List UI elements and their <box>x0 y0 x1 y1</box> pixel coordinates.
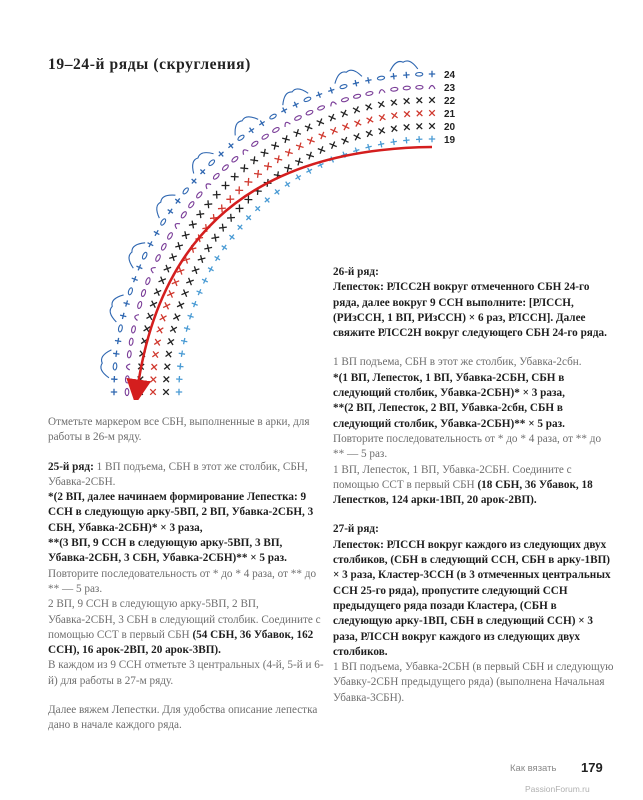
stitch-symbol <box>161 243 168 251</box>
row-26-repeat-note: Повторите последовательность от * до * 4 раза, от ** до ** — 5 раз. <box>333 432 602 461</box>
stitch-symbol <box>175 242 183 250</box>
stitch-symbol <box>137 301 143 309</box>
stitch-symbol <box>391 87 399 91</box>
stitch-symbol <box>220 243 229 252</box>
stitch-symbol <box>219 224 227 232</box>
stitch-symbol <box>150 266 156 273</box>
stitch-symbol <box>169 253 177 261</box>
watermark: PassionForum.ru <box>525 784 590 794</box>
stitch-symbol <box>154 339 161 346</box>
stitch-symbol <box>377 140 385 148</box>
row-label-23: 23 <box>444 83 456 94</box>
stitch-symbol <box>280 106 289 115</box>
stitch-symbol <box>391 99 397 105</box>
stitch-symbol <box>317 119 324 126</box>
row-labels <box>444 70 456 146</box>
stitch-symbol <box>183 325 191 333</box>
stitch-symbol <box>182 187 189 195</box>
row-25-repeat-b: **(3 ВП, 9 ССН в следующую арку-5ВП, 3 ВП, Убавка-2СБН, 3 СБН, Убавка-2СБН)** × 5 раз. <box>48 537 287 565</box>
stitch-symbol <box>235 223 244 232</box>
stitch-symbol <box>160 218 167 226</box>
stitch-symbol <box>261 149 269 157</box>
stitch-symbol <box>366 91 374 96</box>
stitch-symbol <box>167 290 174 297</box>
stitch-symbol <box>416 72 423 76</box>
stitch-symbol <box>163 302 170 309</box>
stitch-symbol <box>258 119 267 128</box>
row-25-repeat-a: *(2 ВП, далее начинаем формирование Лепестка: 9 ССН в следующую арку-5ВП, 2 ВП, Убавка-2СБН, 3 СБН, Убавка-2СБН)* × 3 раза, <box>48 491 314 534</box>
stitch-symbol <box>222 164 230 172</box>
row-26-intro: 1 ВП подъема, СБН в этот же столбик, Убавка-2сбн. <box>333 356 582 369</box>
stitch-symbol <box>319 132 326 139</box>
stitch-symbol <box>163 389 169 395</box>
marker-note: Отметьте маркером все СБН, выполненные в арки, для работы в 26-м ряду. <box>48 416 310 444</box>
stitch-symbol <box>176 376 183 383</box>
stitch-symbol <box>305 166 314 175</box>
stitch-symbol <box>285 149 293 157</box>
stitch-symbol <box>417 110 423 116</box>
stitch-symbol <box>201 276 210 285</box>
stitch-symbol <box>172 279 179 286</box>
stitch-symbol <box>330 101 337 106</box>
stitch-symbol <box>391 112 397 118</box>
stitch-symbol <box>111 376 118 383</box>
row-26-petal: Лепесток: РЛСС2Н вокруг отмеченного СБН 24-го ряда, далее вокруг 9 ССН выполните: [РЛССН, (РИзССН, 1 ВП, РИзССН) × 6 раз, РЛССН]. Далее свяжите РЛСС2Н вокруг следующего СБН 24-го ряда. <box>333 281 607 340</box>
right-column <box>333 265 614 706</box>
row-25-label: 25-й ряд: <box>48 460 94 473</box>
stitch-symbol <box>196 210 204 218</box>
row-label-20: 20 <box>444 122 456 133</box>
stitch-symbol <box>329 114 336 121</box>
stitch-symbol <box>429 97 435 103</box>
stitch-symbol <box>227 214 235 222</box>
stitch-symbol <box>164 364 170 370</box>
stitch-symbol <box>227 233 236 242</box>
stitch-symbol <box>192 266 200 274</box>
stitch-symbol <box>342 123 349 130</box>
stitch-symbol <box>180 337 188 345</box>
stitch-symbol <box>188 201 195 209</box>
stitch-symbol <box>273 187 282 196</box>
stitch-symbol <box>150 389 156 395</box>
petal-scallop <box>279 85 308 105</box>
page-number: 179 <box>581 760 603 775</box>
stitch-symbol <box>152 229 161 238</box>
stitch-symbol <box>307 137 314 144</box>
stitch-symbol <box>341 110 348 117</box>
row-25-mark-note: В каждом из 9 ССН отметьте 3 центральных (4-й, 5-й и 6-й) для работы в 27-м ряду. <box>48 659 324 687</box>
stitch-symbol <box>429 136 435 142</box>
stitch-symbol <box>157 327 164 334</box>
section-label: Как вязать <box>510 763 557 774</box>
row-26-ending <box>333 463 614 509</box>
stitch-symbol <box>111 389 117 395</box>
row-26-totals: (18 СБН, 36 Убавок, 18 Лепестков, 124 арки-1ВП, 20 арок-2ВП). <box>333 478 593 507</box>
stitch-symbol <box>206 265 215 274</box>
stitch-symbol <box>118 325 123 333</box>
petal-intro-note: Далее вяжем Лепестки. Для удобства описание лепестка дано в начале каждого ряда. <box>48 704 318 732</box>
stitch-symbol <box>429 110 435 116</box>
stitch-symbol <box>182 231 190 239</box>
stitch-symbol <box>390 138 397 145</box>
stitch-symbol <box>152 351 158 357</box>
stitch-symbol <box>429 86 435 90</box>
stitch-symbol <box>240 164 248 172</box>
stitch-symbol <box>146 313 153 320</box>
stitch-symbol <box>213 191 221 199</box>
stitch-symbol <box>390 73 397 80</box>
stitch-symbol <box>127 351 131 359</box>
stitch-symbol <box>403 72 410 79</box>
stitch-symbol <box>119 312 127 320</box>
stitch-symbol <box>295 158 303 166</box>
stitch-symbol <box>176 389 182 395</box>
stitch-symbol <box>211 234 219 242</box>
stitch-symbol <box>187 312 195 320</box>
stitch-symbol <box>429 71 435 77</box>
stitch-symbol <box>168 338 175 345</box>
stitch-symbol <box>123 300 131 308</box>
stitch-symbol <box>198 167 207 176</box>
stitch-symbol <box>254 170 262 178</box>
stitch-symbol <box>177 363 184 370</box>
stitch-symbol <box>150 301 157 308</box>
stitch-symbol <box>294 173 303 182</box>
stitch-symbol <box>208 159 216 167</box>
stitch-symbol <box>274 155 282 163</box>
stitch-symbol <box>151 364 157 370</box>
stitch-symbol <box>404 98 410 104</box>
stitch-symbol <box>142 252 148 260</box>
row-label-19: 19 <box>444 135 456 146</box>
stitch-symbol <box>174 222 180 229</box>
stitch-symbol <box>353 94 361 99</box>
row-25-totals: (54 СБН, 36 Убавок, 162 ССН), 16 арок-2ВП, 20 арок-3ВП). <box>48 628 314 657</box>
stitch-symbol <box>173 197 182 206</box>
stitch-symbol <box>196 191 203 199</box>
stitch-symbol <box>180 211 187 219</box>
stitch-symbol <box>128 287 134 295</box>
row-27-petal: Лепесток: РЛССН вокруг каждого из следующих двух столбиков, (СБН в следующий ССН, СБН в арку-1ВП) × 3 раза, Кластер-3ССН (в 3 отмеченных центральных ССН 25-го ряда), пропустите следующий ССН предыдущего ряда позади Кластера, (СБН в следующую арку-1ВП, СБН в следующий ССН) × 3 раза, РЛССН вокруг каждого из следующих двух столбиков. <box>333 538 611 658</box>
stitch-symbol <box>166 207 175 216</box>
stitch-symbol <box>272 127 280 134</box>
petal-scallop <box>125 239 145 268</box>
stitch-symbol <box>141 289 147 297</box>
stitch-symbol <box>129 338 134 346</box>
stitch-symbol <box>404 124 410 130</box>
stitch-symbol <box>178 350 185 357</box>
stitch-symbol <box>189 221 197 229</box>
stitch-symbol <box>177 301 184 308</box>
row-25-intro: 1 ВП подъема, СБН в этот же столбик, СБН, Убавка-2СБН. <box>48 460 308 488</box>
stitch-symbol <box>113 363 117 370</box>
petal-scallop <box>152 190 175 218</box>
stitch-symbol <box>163 376 169 382</box>
stitch-symbol <box>303 96 311 102</box>
row-label-22: 22 <box>444 96 456 107</box>
petal-scallop <box>389 60 418 71</box>
stitch-symbol <box>404 111 410 117</box>
row-26-label: 26-й ряд: <box>333 266 379 278</box>
stitch-symbol <box>166 351 172 357</box>
row-25-ending <box>48 597 329 658</box>
stitch-symbol <box>170 326 177 333</box>
stitch-symbol <box>318 146 325 153</box>
stitch-symbol <box>150 377 156 383</box>
stitch-symbol <box>253 204 262 213</box>
stitch-symbol <box>241 148 248 154</box>
stitch-symbol <box>113 350 120 357</box>
stitch-symbol <box>217 149 226 158</box>
row-label-21: 21 <box>444 109 456 120</box>
stitch-symbol <box>167 232 174 240</box>
stitch-symbol <box>429 123 435 129</box>
stitch-symbol <box>366 130 373 137</box>
stitch-symbol <box>191 300 199 308</box>
stitch-symbol <box>283 180 292 189</box>
stitch-symbol <box>226 195 234 203</box>
stitch-symbol <box>365 143 373 151</box>
stitch-symbol <box>341 97 349 103</box>
row-27-intro: 1 ВП подъема, Убавка-2СБН (в первый СБН и следующую Убавку-2СБН предыдущего ряда) (выполнена Начальная Убавка-3СБН). <box>333 661 614 704</box>
stitch-symbol <box>305 124 312 131</box>
stitch-symbol <box>181 289 188 296</box>
stitch-symbol <box>247 126 256 135</box>
stitch-symbol <box>173 314 180 321</box>
stitch-symbol <box>367 117 374 124</box>
stitch-symbol <box>391 126 397 132</box>
stitch-symbol <box>189 177 198 186</box>
stitch-symbol <box>244 213 253 222</box>
stitch-symbol <box>261 133 269 140</box>
stitch-symbol <box>264 162 272 170</box>
row-26-ending-text: 1 ВП, Лепесток, 1 ВП, Убавка-2СБН. Соедините с помощью ССТ в первый СБН <box>333 463 572 491</box>
stitch-symbol <box>263 195 272 204</box>
row-25-ending-text: 2 ВП, 9 ССН в следующую арку-5ВП, 2 ВП, Убавка-2СБН, 3 СБН в следующий столбик. Соедините с помощью ССТ в первый СБН <box>48 598 321 641</box>
stitch-symbol <box>403 137 410 144</box>
petal-scallop <box>100 349 111 378</box>
row-25-repeat-note: Повторите последовательность от * до * 4 раза, от ** до ** — 5 раз. <box>48 567 317 595</box>
row-label-24: 24 <box>444 70 456 81</box>
stitch-symbol <box>283 121 290 127</box>
stitch-symbol <box>146 240 155 249</box>
stitch-symbol <box>330 127 337 134</box>
stitch-symbol <box>213 254 222 263</box>
stitch-symbol <box>291 100 300 109</box>
stitch-symbol <box>354 133 361 140</box>
stitch-symbol <box>222 182 230 190</box>
stitch-symbol <box>269 113 277 120</box>
stitch-symbol <box>365 77 373 85</box>
stitch-symbol <box>126 364 130 370</box>
page-title: 19–24-й ряды (скругления) <box>48 56 251 73</box>
stitch-symbol <box>231 173 239 181</box>
stitch-symbol <box>204 200 212 208</box>
stitch-symbol <box>114 337 121 344</box>
stitch-symbol <box>164 265 171 272</box>
stitch-symbol <box>231 156 239 163</box>
stitch-symbol <box>250 156 258 164</box>
row-26-repeat-a: *(1 ВП, Лепесток, 1 ВП, Убавка-2СБН, СБН в следующий столбик, Убавка-2СБН)* × 3 раза, <box>333 371 565 400</box>
stitch-symbol <box>125 376 129 383</box>
stitch-symbol <box>195 288 203 296</box>
stitch-symbol <box>204 244 212 252</box>
stitch-symbol <box>416 123 422 129</box>
stitch-symbol <box>235 186 243 194</box>
stitch-symbol <box>159 277 166 284</box>
stitch-symbol <box>125 388 129 395</box>
stitch-symbol <box>204 182 211 189</box>
petal-scallop <box>333 68 362 84</box>
stitch-symbol <box>315 91 323 99</box>
petal-scallop <box>230 112 258 135</box>
stitch-symbol <box>282 135 290 143</box>
stitch-symbol <box>294 115 302 121</box>
stitch-symbol <box>135 263 143 271</box>
stitch-symbol <box>365 104 372 111</box>
stitch-symbol <box>327 86 335 94</box>
row-27-label: 27-й ряд: <box>333 523 379 536</box>
row-26-repeat-b: **(2 ВП, Лепесток, 2 ВП, Убавка-2сбн, СБН в следующий столбик, Убавка-2СБН)** × 5 раз. <box>333 402 565 430</box>
stitch-symbol <box>416 85 423 89</box>
stitch-symbol <box>352 79 360 87</box>
stitch-symbol <box>341 137 348 144</box>
stitch-symbol <box>131 326 136 334</box>
stitch-symbol <box>198 255 206 263</box>
stitch-symbol <box>403 86 410 90</box>
stitch-symbol <box>416 136 423 143</box>
stitch-symbol <box>329 141 336 148</box>
stitch-symbol <box>145 277 151 285</box>
stitch-symbol <box>317 105 325 111</box>
stitch-symbol <box>340 84 348 89</box>
stitch-symbol <box>305 110 313 116</box>
stitch-symbol <box>160 314 167 321</box>
stitch-symbol <box>236 204 244 212</box>
stitch-symbol <box>226 141 235 150</box>
stitch-symbol <box>155 254 161 262</box>
stitch-symbol <box>377 76 385 81</box>
stitch-symbol <box>212 172 220 180</box>
stitch-symbol <box>306 152 314 160</box>
stitch-symbol <box>154 289 161 296</box>
stitch-symbol <box>251 140 259 147</box>
stitch-symbol <box>416 97 422 103</box>
stitch-symbol <box>378 128 385 135</box>
stitch-symbol <box>353 106 360 113</box>
stitch-symbol <box>296 143 304 151</box>
row-25-instructions <box>48 460 329 491</box>
stitch-symbol <box>237 134 245 141</box>
stitch-symbol <box>244 178 252 186</box>
left-column <box>48 415 329 734</box>
stitch-symbol <box>186 278 193 285</box>
stitch-symbol <box>131 275 139 283</box>
stitch-symbol <box>134 314 139 321</box>
stitch-symbol <box>271 142 279 150</box>
stitch-symbol <box>379 114 386 121</box>
stitch-symbol <box>354 120 361 127</box>
stitch-symbol <box>378 101 384 107</box>
petal-scallop <box>108 293 124 322</box>
stitch-symbol <box>379 89 385 93</box>
stitch-symbol <box>293 129 301 137</box>
